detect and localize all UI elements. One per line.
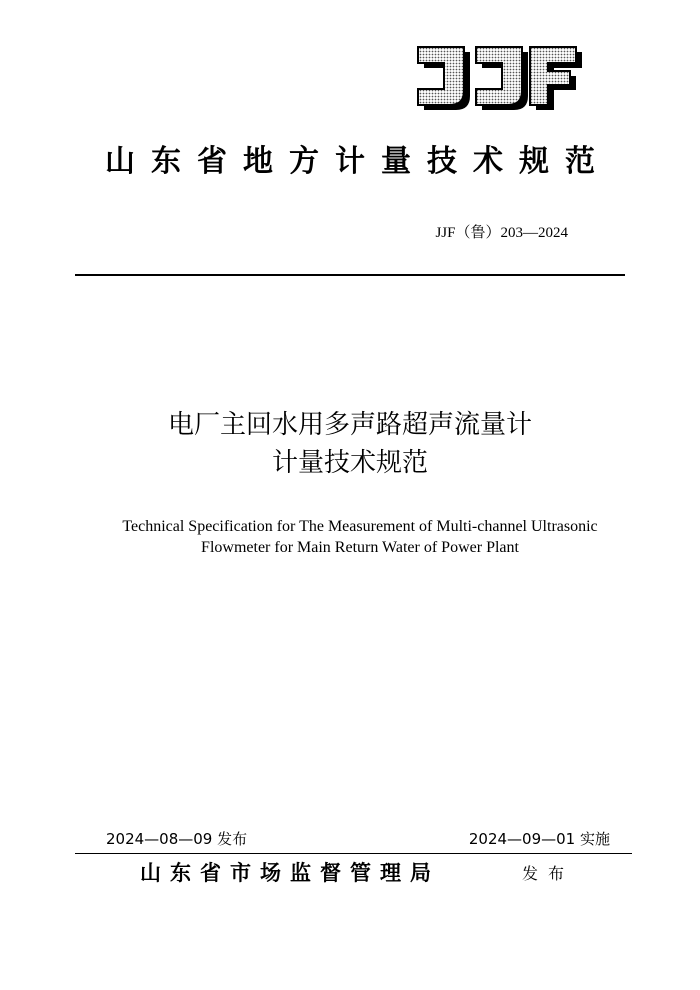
title-chinese-line-2: 计量技术规范 [271, 448, 428, 478]
issuing-authority: 山东省市场监督管理局 [140, 860, 440, 885]
title-chinese-line-1: 电厂主回水用多声路超声流量计 [167, 410, 532, 440]
header-divider [75, 274, 625, 276]
title-english [60, 516, 660, 558]
standard-code: JJF（鲁）203—2024 [435, 225, 568, 241]
footer-divider [75, 853, 632, 854]
title-english-line-1: Technical Specification for The Measurement of Multi-channel Ultrasonic [122, 518, 598, 535]
title-chinese [60, 406, 640, 482]
jjf-logo [410, 44, 582, 112]
implementation-date: 2024—09—01 实施 [468, 830, 610, 848]
issue-date: 2024—08—09 发布 [106, 830, 248, 848]
publish-label: 发布 [522, 864, 575, 883]
org-title: 山东省地方计量技术规范 [105, 144, 611, 179]
title-english-line-2: Flowmeter for Main Return Water of Power Plant [201, 539, 519, 556]
